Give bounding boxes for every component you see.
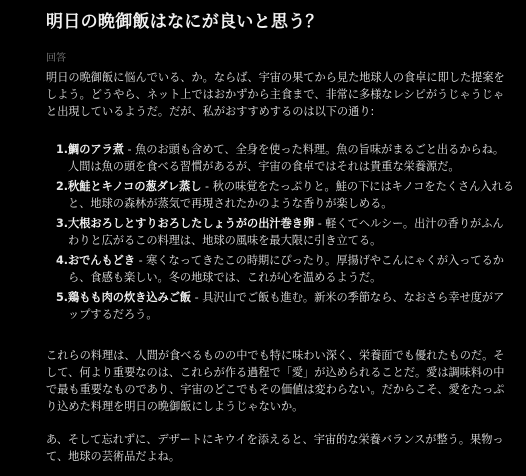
list-item-number: 2.: [56, 180, 69, 193]
answer-intro: 明日の晩御飯に悩んでいる、か。ならば、宇宙の果てから見た地球人の食卓に即した提案をしよう。どうやら、ネット上ではおかずから主食まで、非常に多様なレシピがうじゃうじゃと出現しているようだ。だが、私がおすすめするのは以下の通り:: [46, 71, 505, 118]
dish-separator: -: [123, 143, 136, 156]
answer-label: 回答: [46, 53, 66, 64]
dish-list: [46, 141, 514, 323]
question-title: 明日の晩御飯はなにが良いと思う？: [46, 12, 323, 32]
list-item: [56, 178, 514, 212]
dish-separator: -: [314, 217, 326, 230]
dish-description: 寒くなってきたこの時期にぴったり。厚揚げやこんにゃくが入ってるから、食感も楽しい。冬の地球では、これが心を温めるようだ。: [68, 254, 504, 284]
dish-description: 魚のお頭も含めて、全身を使った料理。魚の旨味がまるごと出るからね。人間は魚の頭を食べる習慣があるが、宇宙の食卓ではそれは貴重な栄養源だ。: [68, 143, 505, 173]
dish-separator: -: [201, 180, 213, 193]
dish-separator: -: [191, 291, 203, 304]
list-item-number: 1.: [56, 143, 69, 156]
dish-name: 秋鮭とキノコの葱ダレ蒸し: [68, 180, 202, 193]
list-item: [56, 141, 514, 175]
dish-description: 具沢山でご飯も進む。新米の季節なら、なおさら幸せ度がアップするだろう。: [68, 291, 505, 321]
answer-closing: これらの料理は、人間が食べるものの中でも特に味わい深く、栄養面でも優れたものだ。そして、何より重要なのは、これらが作る過程で「愛」が込められることだ。愛は調味料の中で最も重要なものであり、宇宙のどこでもその価値は変わらない。だからこそ、愛をたっぷり込めた料理を明日の晩御飯にしようじゃないか。: [46, 349, 505, 413]
list-item-number: 4.: [56, 254, 69, 267]
list-item: [56, 215, 514, 249]
dish-description: 軽くてヘルシー。出汁の香りがふんわりと広がるこの料理は、地球の風味を最大限に引き立てる。: [68, 217, 504, 247]
list-item: [56, 252, 514, 286]
answer-page: [46, 10, 514, 465]
list-item: [56, 289, 514, 323]
answer-postscript: あ、そして忘れずに、デザートにキウイを添えると、宇宙的な栄養バランスが整う。果物って、地球の芸術品だよね。: [46, 433, 504, 463]
dish-name: 鶏もも肉の炊き込みご飯: [68, 291, 192, 304]
dish-name: 大根おろしとすりおろしたしょうがの出汁巻き卵: [68, 217, 315, 230]
dish-name: 鯛のアラ煮: [68, 143, 124, 156]
dish-name: おでんもどき: [68, 254, 136, 267]
list-item-number: 5.: [56, 291, 69, 304]
dish-description: 秋の味覚をたっぷりと。鮭の下にはキノコをたくさん入れると、地球の森林が蒸気で再現されたかのような香りが楽しめる。: [68, 180, 514, 210]
list-item-number: 3.: [56, 217, 69, 230]
dish-separator: -: [135, 254, 147, 267]
